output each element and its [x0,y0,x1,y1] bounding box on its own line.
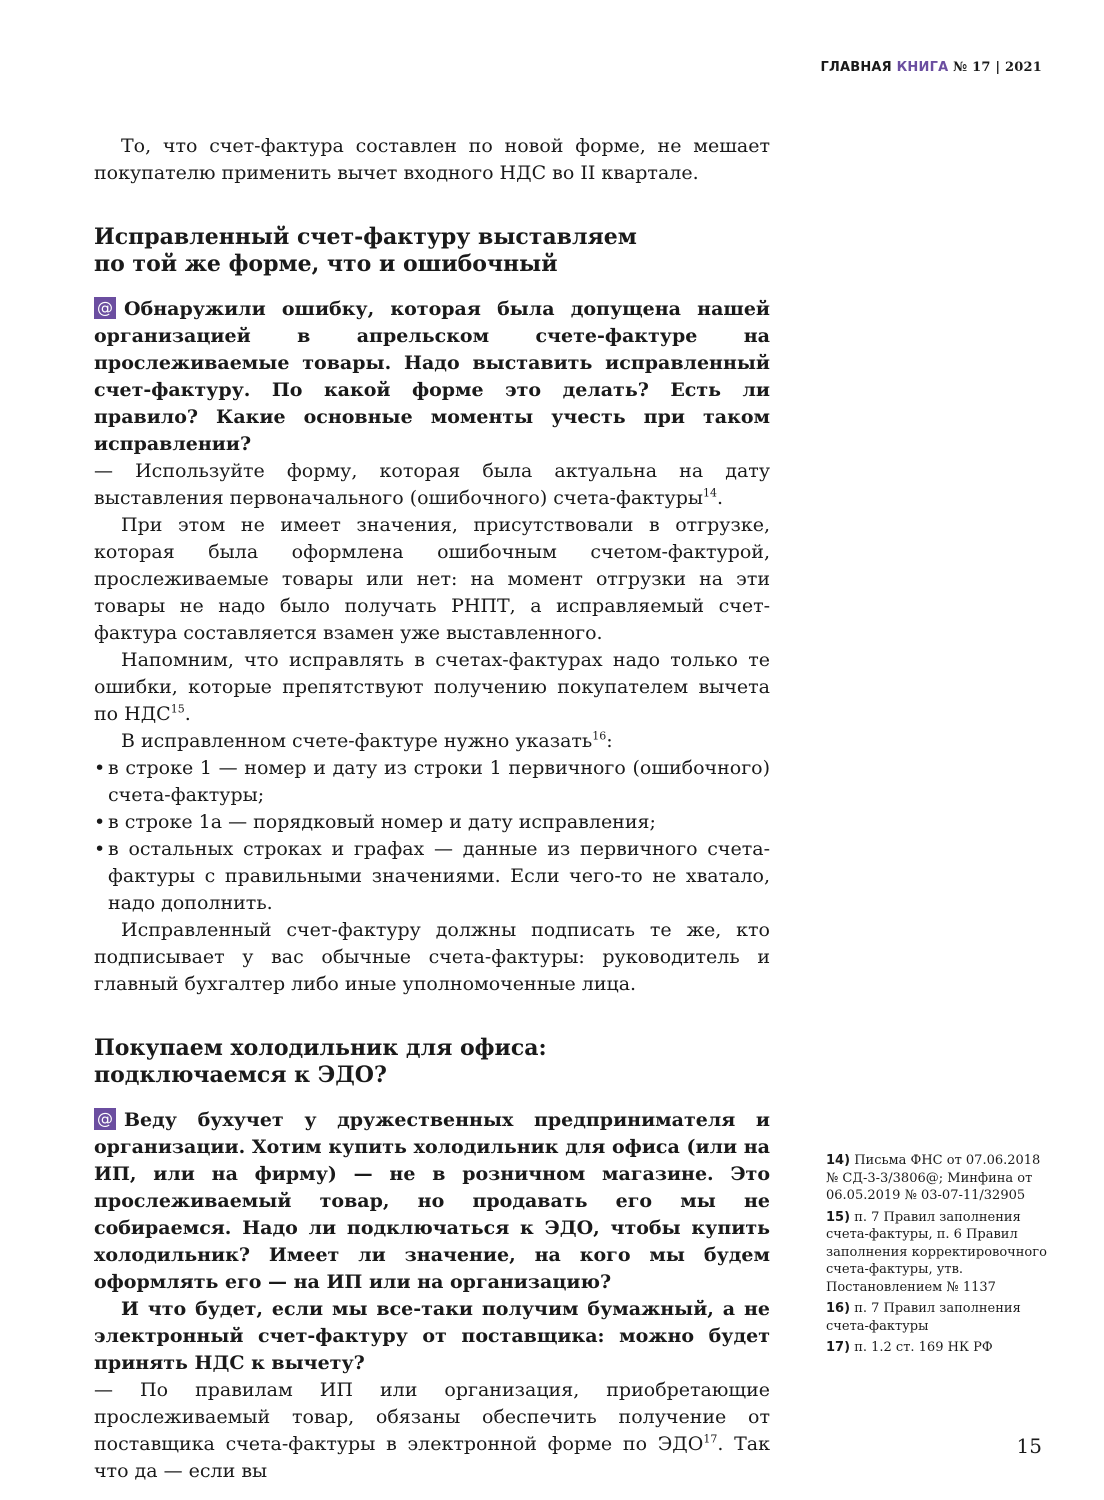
answer: — По правилам ИП или организация, приобретающие прослеживаемый товар, обязаны обеспечить получение от поставщика счета-фактуры в электронной форме по ЭДО$^{17}$. Так что да — если вы [94,1379,770,1482]
brand-name-accent: КНИГА [896,60,949,75]
footnote-ref[interactable]: 16 [592,729,607,743]
at-icon: @ [94,1108,116,1130]
question: @ Обнаружили ошибку, которая была допущена нашей организацией в апрельском счете-фактуре на прослеживаемые товары. Надо выставить исправленный счет-фактуру. По какой форме это делать? Есть ли правило? Какие основные моменты учесть при таком исправлении? [94,298,770,455]
footnotes [826,1152,1056,1361]
page-number: 15 [1016,1434,1042,1458]
paragraph: При этом не имеет значения, присутствовали в отгрузке, которая была оформлена ошибочным счетом-фактурой, прослеживаемые товары или нет: на момент отгрузки на эти товары не надо было получать РНПТ, а исправляемый счет-фактура составляется взамен уже выставленного. [94,514,770,644]
paragraph: Исправленный счет-фактуру должны подписать те же, кто подписывает у вас обычные счета-фактуры: руководитель и главный бухгалтер либо иные уполномоченные лица. [94,919,770,995]
running-header [820,60,1042,75]
question-followup: И что будет, если мы все-таки получим бумажный, а не электронный счет-фактуру от поставщика: можно будет принять НДС к вычету? [94,1298,770,1374]
paragraph: Напомним, что исправлять в счетах-фактурах надо только те ошибки, которые препятствуют получению покупателем вычета по НДС$^{15}$. [94,649,770,725]
footnote: 15) п. 7 Правил заполнения счета-фактуры, п. 6 Правил заполнения корректировочного счета-фактуры, утв. Постановлением № 1137 [826,1209,1047,1295]
footnote: 17) п. 1.2 ст. 169 НК РФ [826,1340,993,1355]
section-heading: Исправленный счет-фактуру выставляем по той же форме, что и ошибочный [94,224,637,277]
intro-paragraph: То, что счет-фактура составлен по новой форме, не мешает покупателю применить вычет входного НДС во II квартале. [94,135,770,184]
section-corrected-invoice [94,224,770,998]
list-item: • в строке 1а — порядковый номер и дату исправления; [94,809,770,836]
bullet-list [94,755,770,917]
list-item: • в строке 1 — номер и дату из строки 1 первичного (ошибочного) счета-фактуры; [94,755,770,809]
intro-block [94,133,770,187]
section-fridge [94,1035,770,1485]
footnote-ref[interactable]: 17 [703,1432,718,1446]
footnote-ref[interactable]: 14 [703,486,718,500]
list-item: • в остальных строках и графах — данные из первичного счета-фактуры с правильными значениями. Если чего-то не хватало, надо дополнить. [94,836,770,917]
footnote: 16) п. 7 Правил заполнения счета-фактуры [826,1301,1021,1334]
issue-number: № 17 | 2021 [953,60,1042,75]
brand-name: ГЛАВНАЯ [820,60,892,75]
main-column [94,133,770,1485]
at-icon: @ [94,297,116,319]
question: @ Веду бухучет у дружественных предпринимателя и организации. Хотим купить холодильник для офиса (или на ИП, или на фирму) — не в розничном магазине. Это прослеживаемый товар, но продавать его мы не собираемся. Надо ли подключаться к ЭДО, чтобы купить холодильник? Имеет ли значение, на кого мы будем оформлять его — на ИП или на организацию? [94,1109,770,1293]
footnote-ref[interactable]: 15 [170,702,185,716]
section-heading: Покупаем холодильник для офиса: подключаемся к ЭДО? [94,1035,547,1088]
answer: — Используйте форму, которая была актуальна на дату выставления первоначального (ошибочного) счета-фактуры$^{14}$. [94,460,770,509]
paragraph: В исправленном счете-фактуре нужно указать$^{16}$: [121,729,613,752]
footnote: 14) Письма ФНС от 07.06.2018 № СД-3-3/3806@; Минфина от 06.05.2019 № 03-07-11/32905 [826,1153,1041,1203]
